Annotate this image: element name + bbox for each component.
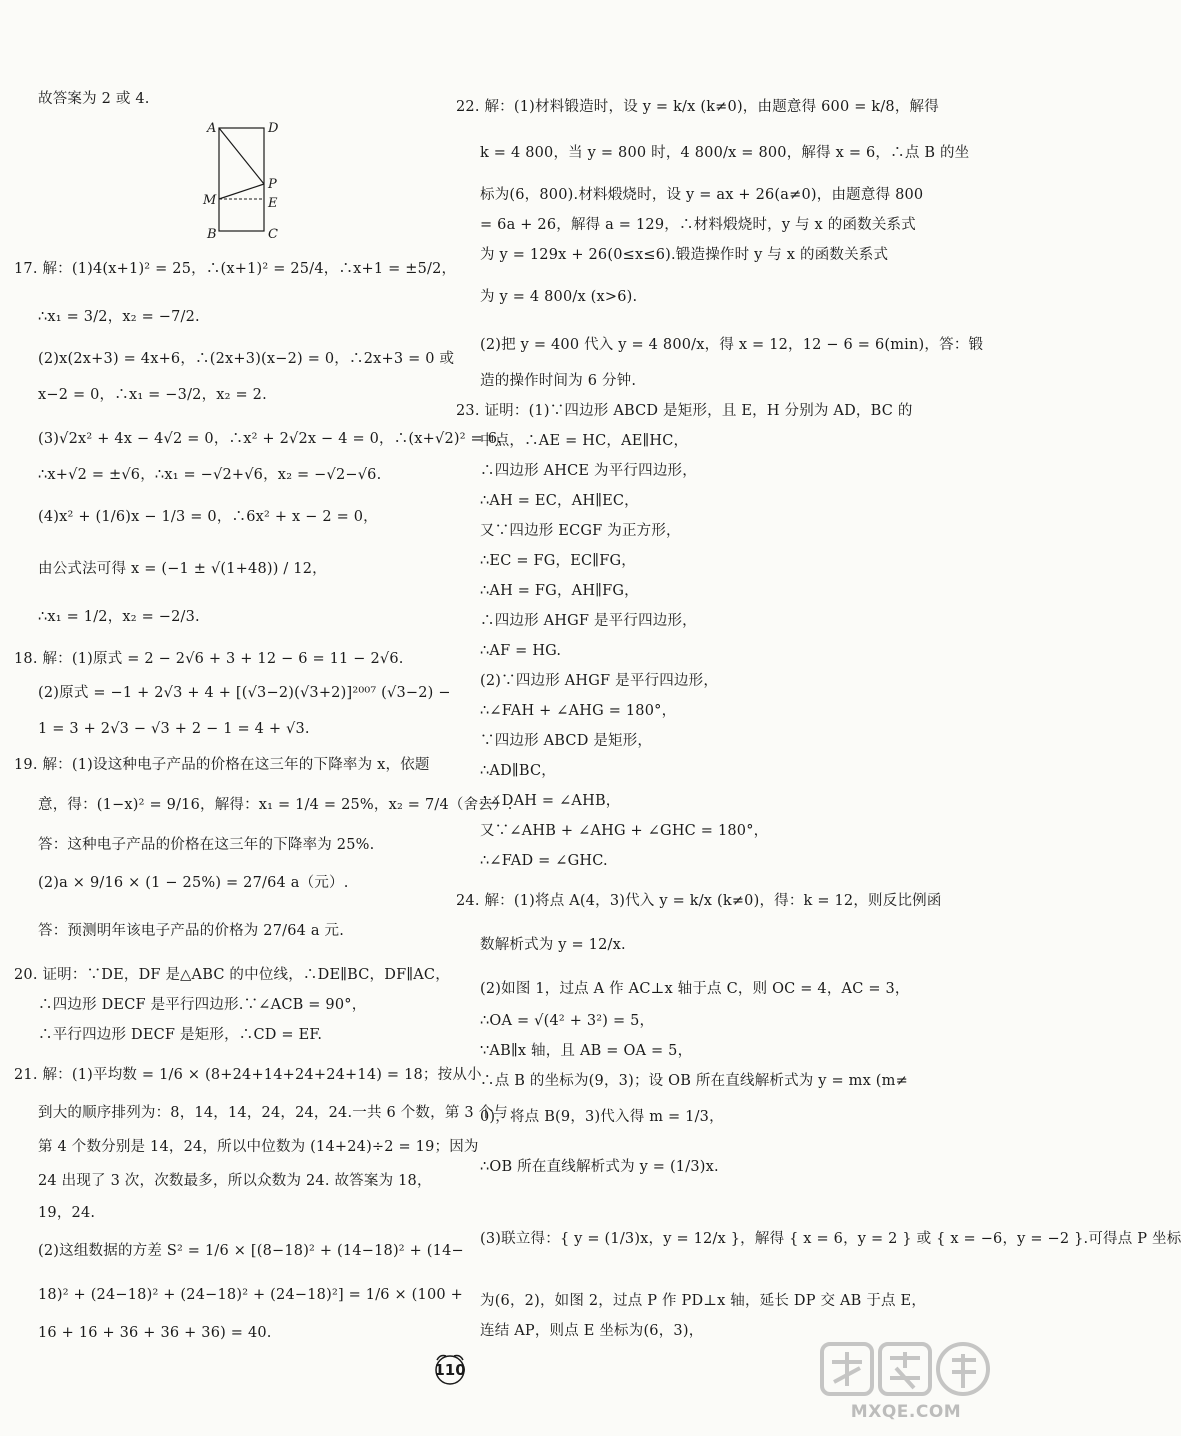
- answer-line: x−2 = 0，∴x₁ = −3/2，x₂ = 2.: [38, 387, 267, 403]
- answer-line: ∴四边形 DECF 是平行四边形.∵∠ACB = 90°，: [38, 997, 367, 1013]
- watermark-glyph-icon: [818, 1338, 994, 1402]
- answer-line: = 6a + 26，解得 a = 129，∴材料煅烧时，y 与 x 的函数关系式: [480, 217, 916, 233]
- answer-line: (3)联立得：{ y = (1/3)x，y = 12/x }，解得 { x = 6，y = 2 } 或 { x = −6，y = −2 }.可得点 P 坐标: [480, 1231, 1181, 1247]
- answer-line: 中点，∴AE = HC，AE∥HC，: [480, 433, 689, 449]
- watermark-logo: [818, 1338, 994, 1428]
- answer-line: 意，得：(1−x)² = 9/16，解得：x₁ = 1/4 = 25%，x₂ = 7/4（舍去）.: [38, 797, 513, 813]
- answer-line: 24 出现了 3 次，次数最多，所以众数为 24. 故答案为 18，: [38, 1173, 432, 1189]
- answer-line: ∴∠FAH + ∠AHG = 180°，: [480, 703, 677, 719]
- page-number: 110: [434, 1361, 466, 1379]
- answer-line: 23. 证明：(1)∵四边形 ABCD 是矩形，且 E，H 分别为 AD，BC 的: [456, 403, 913, 419]
- answer-line: (2)把 y = 400 代入 y = 4 800/x，得 x = 12，12 − 6 = 6(min)，答：锻: [480, 337, 984, 353]
- answer-line: ∵AB∥x 轴，且 AB = OA = 5，: [480, 1043, 693, 1059]
- figure-label-d: D: [268, 121, 279, 136]
- answer-line: ∴点 B 的坐标为(9，3)；设 OB 所在直线解析式为 y = mx (m≠: [480, 1073, 908, 1089]
- answer-line: 故答案为 2 或 4.: [38, 91, 150, 107]
- answer-line: ∴AD∥BC，: [480, 763, 556, 779]
- answer-line: ∴x₁ = 3/2，x₂ = −7/2.: [38, 309, 200, 325]
- answer-line: (2)x(2x+3) = 4x+6，∴(2x+3)(x−2) = 0，∴2x+3 = 0 或: [38, 351, 455, 367]
- answer-line: 造的操作时间为 6 分钟.: [480, 373, 637, 389]
- answer-line: 为 y = 4 800/x (x>6).: [480, 289, 638, 305]
- answer-line: 又∵四边形 ECGF 为正方形，: [480, 523, 681, 539]
- answer-line: (2)原式 = −1 + 2√3 + 4 + [(√3−2)(√3+2)]²⁰⁰⁷ (√3−2) −: [38, 685, 451, 701]
- answer-line: (4)x² + (1/6)x − 1/3 = 0，∴6x² + x − 2 = 0，: [38, 509, 378, 525]
- answer-line: ∴AH = EC，AH∥EC，: [480, 493, 639, 509]
- answer-line: ∴四边形 AHGF 是平行四边形，: [480, 613, 697, 629]
- answer-line: 数解析式为 y = 12/x.: [480, 937, 626, 953]
- answer-line: (3)√2x² + 4x − 4√2 = 0，∴x² + 2√2x − 4 = 0，∴(x+√2)² = 6，: [38, 431, 512, 447]
- answer-line: 20. 证明：∵DE，DF 是△ABC 的中位线，∴DE∥BC，DF∥AC，: [14, 967, 450, 983]
- answer-line: ∴EC = FG，EC∥FG，: [480, 553, 636, 569]
- answer-line: 到大的顺序排列为：8，14，14，24，24，24.一共 6 个数，第 3 个与: [38, 1105, 508, 1121]
- figure-label-m: M: [203, 193, 217, 208]
- answer-line: 19，24.: [38, 1205, 96, 1221]
- answer-line: ∴∠FAD = ∠GHC.: [480, 853, 608, 869]
- answer-line: ∴四边形 AHCE 为平行四边形，: [480, 463, 697, 479]
- answer-line: 由公式法可得 x = (−1 ± √(1+48)) / 12，: [38, 561, 327, 577]
- answer-line: 21. 解：(1)平均数 = 1/6 × (8+24+14+24+24+14) = 18；按从小: [14, 1067, 482, 1083]
- answer-line: 16 + 16 + 36 + 36 + 36) = 40.: [38, 1325, 272, 1341]
- answer-line: 18)² + (24−18)² + (24−18)² + (24−18)²] = 1/6 × (100 +: [38, 1287, 463, 1303]
- answer-line: 1 = 3 + 2√3 − √3 + 2 − 1 = 4 + √3.: [38, 721, 310, 737]
- answer-line: 0)，将点 B(9，3)代入得 m = 1/3，: [480, 1109, 724, 1125]
- answer-line: 为 y = 129x + 26(0≤x≤6).锻造操作时 y 与 x 的函数关系式: [480, 247, 889, 263]
- answer-line: 19. 解：(1)设这种电子产品的价格在这三年的下降率为 x，依题: [14, 757, 430, 773]
- answer-line: 为(6，2)，如图 2，过点 P 作 PD⊥x 轴，延长 DP 交 AB 于点 E，: [480, 1293, 927, 1309]
- answer-line: 第 4 个数分别是 14，24，所以中位数为 (14+24)÷2 = 19；因为: [38, 1139, 479, 1155]
- answer-line: ∴x+√2 = ±√6，∴x₁ = −√2+√6，x₂ = −√2−√6.: [38, 467, 382, 483]
- figure-label-b: B: [207, 227, 217, 242]
- page-number-badge: [432, 1352, 468, 1386]
- answer-line: 又∵∠AHB + ∠AHG + ∠GHC = 180°，: [480, 823, 769, 839]
- rectangle-figure: [195, 112, 305, 244]
- answer-line: ∴AH = FG，AH∥FG，: [480, 583, 639, 599]
- answer-line: (2)∵四边形 AHGF 是平行四边形，: [480, 673, 719, 689]
- answer-line: ∴平行四边形 DECF 是矩形，∴CD = EF.: [38, 1027, 323, 1043]
- figure-label-c: C: [268, 227, 278, 242]
- answer-line: 22. 解：(1)材料锻造时，设 y = k/x (k≠0)，由题意得 600 = k/8，解得: [456, 99, 939, 115]
- answer-line: ∴x₁ = 1/2，x₂ = −2/3.: [38, 609, 200, 625]
- answer-line: ∴AF = HG.: [480, 643, 562, 659]
- answer-line: 18. 解：(1)原式 = 2 − 2√6 + 3 + 12 − 6 = 11 − 2√6.: [14, 651, 404, 667]
- answer-line: ∵四边形 ABCD 是矩形，: [480, 733, 653, 749]
- answer-line: 标为(6，800).材料煅烧时，设 y = ax + 26(a≠0)，由题意得 800: [480, 187, 924, 203]
- figure-label-p: P: [268, 177, 277, 192]
- answer-line: ∴∠DAH = ∠AHB，: [480, 793, 621, 809]
- answer-line: 答：预测明年该电子产品的价格为 27/64 a 元.: [38, 923, 345, 939]
- answer-line: k = 4 800，当 y = 800 时，4 800/x = 800，解得 x = 6，∴点 B 的坐: [480, 145, 970, 161]
- figure-label-e: E: [268, 196, 278, 211]
- answer-line: (2)这组数据的方差 S² = 1/6 × [(8−18)² + (14−18)² + (14−: [38, 1243, 464, 1259]
- figure-label-a: A: [207, 121, 217, 136]
- answer-line: 答：这种电子产品的价格在这三年的下降率为 25%.: [38, 837, 375, 853]
- answer-line: ∴OA = √(4² + 3²) = 5，: [480, 1013, 655, 1029]
- answer-line: (2)a × 9/16 × (1 − 25%) = 27/64 a（元）.: [38, 875, 349, 891]
- answer-line: (2)如图 1，过点 A 作 AC⊥x 轴于点 C，则 OC = 4，AC = 3，: [480, 981, 910, 997]
- answer-line: ∴OB 所在直线解析式为 y = (1/3)x.: [480, 1159, 719, 1175]
- answer-line: 24. 解：(1)将点 A(4，3)代入 y = k/x (k≠0)，得：k = 12，则反比例函: [456, 893, 942, 909]
- answer-line: 17. 解：(1)4(x+1)² = 25，∴(x+1)² = 25/4，∴x+1 = ±5/2，: [14, 261, 457, 277]
- watermark-site-text: MXQE.COM: [850, 1402, 962, 1422]
- answer-line: 连结 AP，则点 E 坐标为(6，3)，: [480, 1323, 704, 1339]
